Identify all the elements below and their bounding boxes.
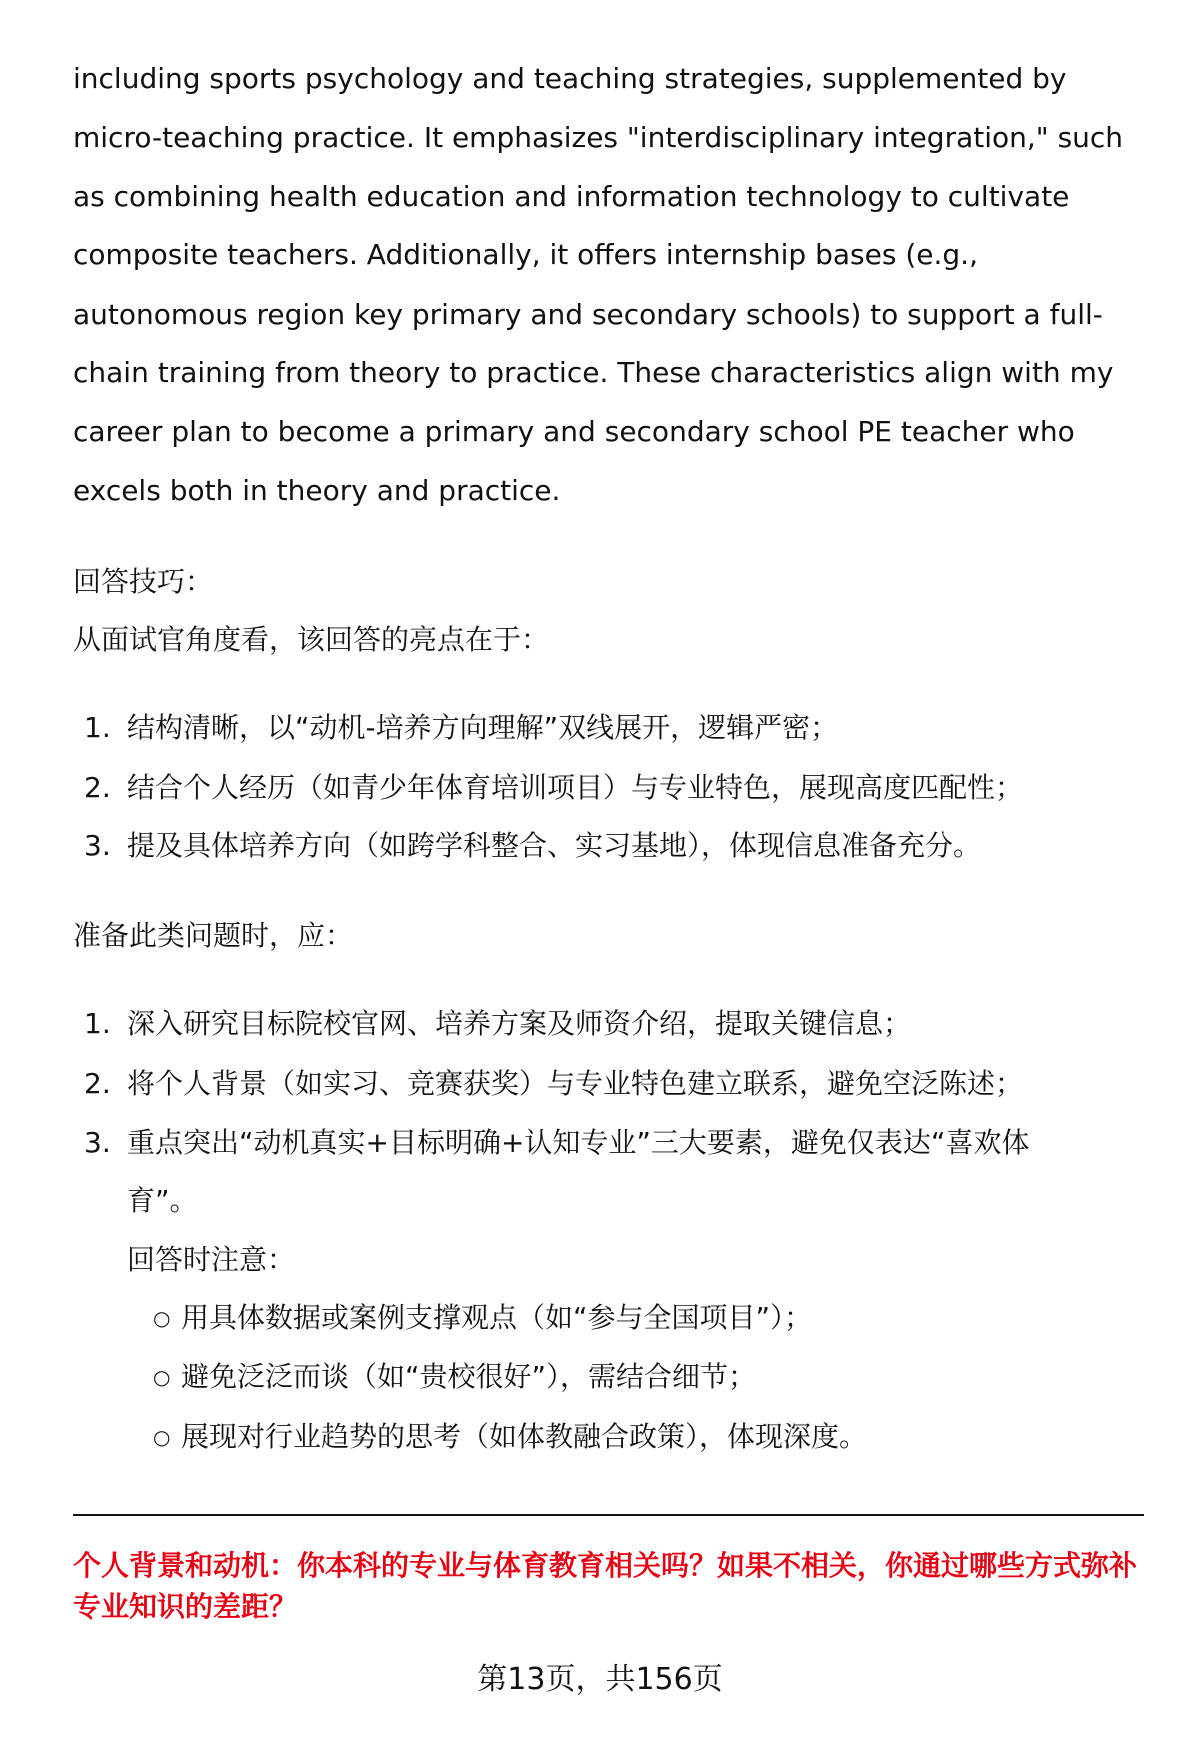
- list-number: 3.: [84, 829, 111, 862]
- prep-intro: 准备此类问题时，应：: [73, 919, 354, 952]
- section-divider: [73, 1514, 1144, 1516]
- highlights-intro: 从面试官角度看，该回答的亮点在于：: [73, 623, 550, 656]
- list-item-continuation: 育”。: [127, 1184, 198, 1217]
- paragraph-line: including sports psychology and teaching strategies, supplemented by: [73, 62, 1067, 95]
- list-number: 2.: [84, 771, 111, 804]
- list-item: 重点突出“动机真实+目标明确+认知专业”三大要素，避免仅表达“喜欢体: [127, 1126, 1030, 1159]
- list-item: 结构清晰，以“动机-培养方向理解”双线展开，逻辑严密；: [127, 711, 839, 744]
- list-item: 结合个人经历（如青少年体育培训项目）与专业特色，展现高度匹配性；: [127, 771, 1024, 804]
- list-item: 提及具体培养方向（如跨学科整合、实习基地），体现信息准备充分。: [127, 829, 982, 862]
- paragraph-line: as combining health education and information technology to cultivate: [73, 180, 1070, 213]
- paragraph-line: chain training from theory to practice. These characteristics align with my: [73, 356, 1114, 389]
- list-item: 将个人背景（如实习、竞赛获奖）与专业特色建立联系，避免空泛陈述；: [127, 1067, 1024, 1100]
- list-number: 1.: [84, 711, 111, 744]
- next-question-heading: 个人背景和动机：你本科的专业与体育教育相关吗？如果不相关，你通过哪些方式弥补专业知识的差距？: [73, 1549, 1138, 1623]
- note-item: 用具体数据或案例支撑观点（如“参与全国项目”）；: [181, 1301, 813, 1334]
- paragraph-line: career plan to become a primary and secondary school PE teacher who: [73, 415, 1075, 448]
- notes-heading: 回答时注意：: [127, 1243, 296, 1276]
- page-number: 第13页，共156页: [477, 1662, 723, 1697]
- list-number: 1.: [84, 1007, 111, 1040]
- bullet-circle-icon: ○: [153, 1306, 171, 1330]
- paragraph-line: autonomous region key primary and secondary schools) to support a full-: [73, 298, 1103, 331]
- note-item: 避免泛泛而谈（如“贵校很好”），需结合细节；: [181, 1360, 757, 1393]
- paragraph-line: composite teachers. Additionally, it offers internship bases (e.g.,: [73, 238, 978, 271]
- list-number: 3.: [84, 1126, 111, 1159]
- bullet-circle-icon: ○: [153, 1365, 171, 1389]
- paragraph-line: micro-teaching practice. It emphasizes "interdisciplinary integration," such: [73, 121, 1124, 154]
- list-item: 深入研究目标院校官网、培养方案及师资介绍，提取关键信息；: [127, 1007, 912, 1040]
- note-item: 展现对行业趋势的思考（如体教融合政策），体现深度。: [181, 1420, 868, 1453]
- paragraph-line: excels both in theory and practice.: [73, 474, 561, 507]
- list-number: 2.: [84, 1067, 111, 1100]
- bullet-circle-icon: ○: [153, 1425, 171, 1449]
- tips-heading: 回答技巧：: [73, 565, 214, 598]
